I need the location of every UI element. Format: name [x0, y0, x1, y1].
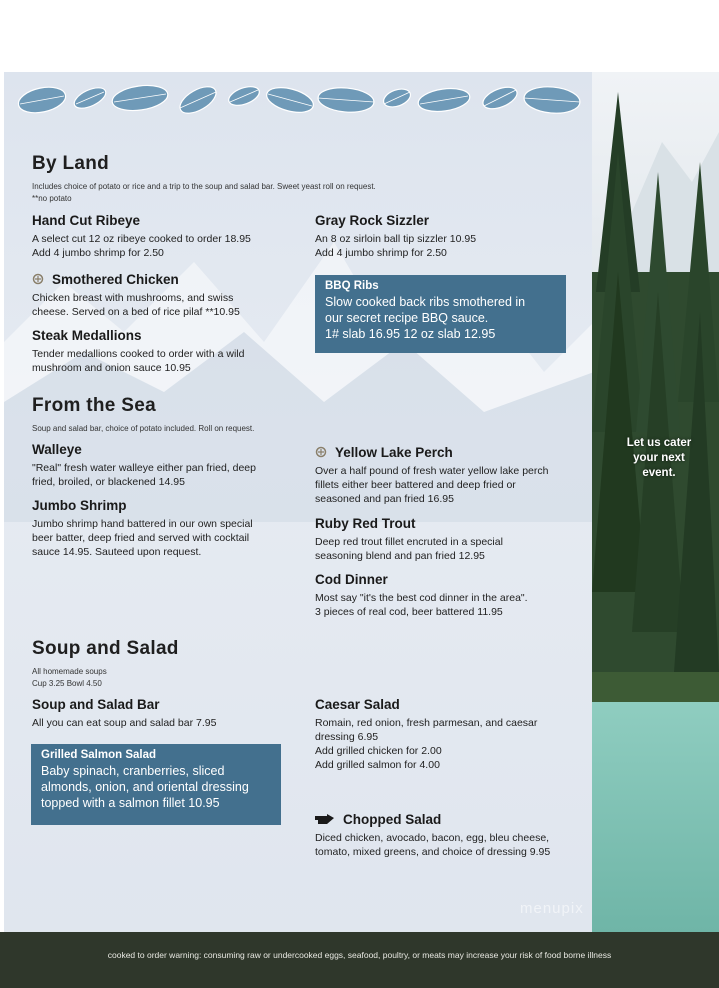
box-title: BBQ Ribs [325, 280, 379, 292]
item-desc: Jumbo shrimp hand battered in our own special beer batter, deep fried and served with cocktail sauce 14.95. Sauteed upon request. [32, 518, 253, 558]
cater-line: Let us cater [626, 437, 692, 449]
ribs-feature-box [315, 275, 566, 353]
item-desc: An 8 oz sirloin ball tip sizzler 10.95 Add 4 jumbo shrimp for 2.50 [315, 233, 477, 259]
section-note: Includes choice of potato or rice and a trip to the soup and salad bar. Sweet yeast roll on request. [32, 182, 376, 191]
leaf-border [12, 78, 584, 122]
salmon-feature-box [31, 744, 281, 825]
item-desc: All you can eat soup and salad bar 7.95 [32, 717, 217, 729]
item-desc: Most say "it's the best cod dinner in the area". 3 pieces of real cod, beer battered 11.95 [315, 592, 528, 618]
item-name: Soup and Salad Bar [32, 697, 160, 712]
section-note: All homemade soups [32, 667, 107, 676]
item-name: Hand Cut Ribeye [32, 213, 141, 228]
item-desc: Diced chicken, avocado, bacon, egg, bleu cheese, tomato, mixed greens, and choice of dressing 9.95 [315, 832, 551, 858]
forest-lake-photo [592, 72, 719, 932]
section-title-soup: Soup and Salad [32, 638, 179, 659]
box-desc: Slow cooked back ribs smothered in our secret recipe BBQ sauce. 1# slab 16.95 12 oz slab 12.95 [325, 295, 526, 341]
item-desc: Deep red trout fillet encruted in a special seasoning blend and pan fried 12.95 [315, 536, 503, 562]
item-desc: A select cut 12 oz ribeye cooked to order 18.95 Add 4 jumbo shrimp for 2.50 [32, 233, 251, 259]
cater-line: your next [633, 452, 685, 464]
section-title-sea: From the Sea [32, 395, 156, 416]
chef-special-icon [315, 446, 327, 461]
item-desc: Romain, red onion, fresh parmesan, and caesar dressing 6.95 Add grilled chicken for 2.00 Add grilled salmon for 4.00 [315, 717, 538, 771]
cater-line: event. [642, 467, 676, 479]
pointing-hand-icon [315, 813, 335, 828]
section-note: Soup and salad bar, choice of potato included. Roll on request. [32, 424, 255, 433]
item-name: Cod Dinner [315, 572, 388, 587]
item-name: Smothered Chicken [32, 272, 179, 288]
item-name: Jumbo Shrimp [32, 498, 127, 513]
footer-bar [0, 932, 719, 988]
watermark: menupix [520, 900, 584, 917]
item-name: Gray Rock Sizzler [315, 213, 430, 228]
section-note: Cup 3.25 Bowl 4.50 [32, 679, 102, 688]
section-note: **no potato [32, 194, 72, 203]
box-title: Grilled Salmon Salad [41, 749, 157, 761]
item-name: Steak Medallions [32, 328, 142, 343]
food-warning: cooked to order warning: consuming raw or undercooked eggs, seafood, poultry, or meats may increase your risk of food borne illness [107, 950, 612, 960]
item-desc: Over a half pound of fresh water yellow lake perch fillets either beer battered and deep fried or seasoned and pan fried 16.95 [315, 465, 549, 505]
cater-callout [604, 436, 714, 481]
item-name: Chopped Salad [315, 812, 441, 828]
box-desc: Baby spinach, cranberries, sliced almonds, onion, and oriental dressing topped with a salmon fillet 10.95 [41, 764, 249, 810]
item-desc: "Real" fresh water walleye either pan fried, deep fried, broiled, or blackened 14.95 [32, 462, 256, 488]
section-title-land: By Land [32, 153, 110, 174]
item-name: Ruby Red Trout [315, 516, 416, 531]
item-name: Yellow Lake Perch [315, 445, 453, 461]
item-desc: Chicken breast with mushrooms, and swiss cheese. Served on a bed of rice pilaf **10.95 [32, 292, 240, 318]
item-name: Walleye [32, 442, 82, 457]
chef-special-icon [32, 273, 44, 288]
item-desc: Tender medallions cooked to order with a wild mushroom and onion sauce 10.95 [32, 348, 245, 374]
item-name: Caesar Salad [315, 697, 400, 712]
